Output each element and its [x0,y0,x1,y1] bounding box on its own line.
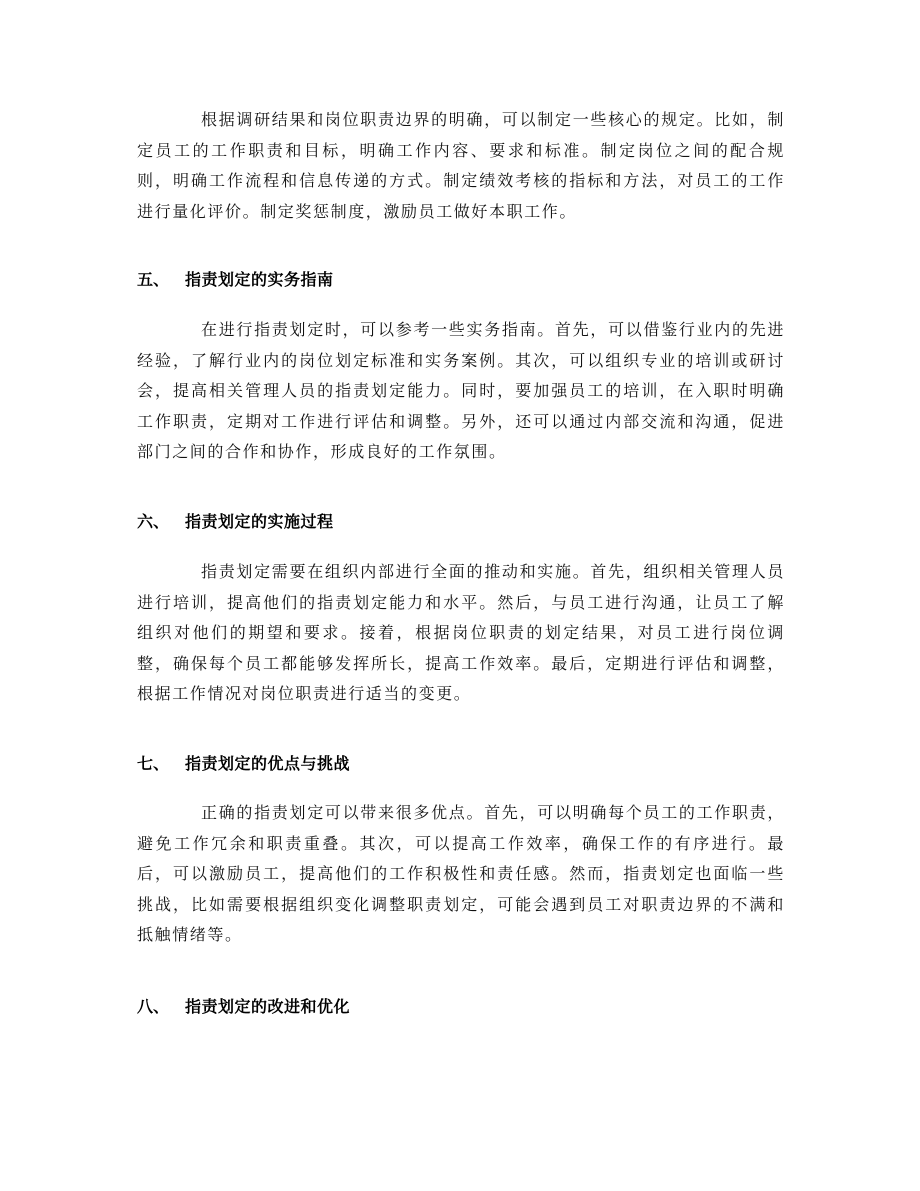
section-heading-8 [137,995,785,1019]
section-title: 指责划定的实施过程 [185,512,334,531]
paragraph-core-rules: 根据调研结果和岗位职责边界的明确，可以制定一些核心的规定。比如，制定员工的工作职责和目标，明确工作内容、要求和标准。制定岗位之间的配合规则，明确工作流程和信息传递的方式。制定绩效考核的指标和方法，对员工的工作进行量化评价。制定奖惩制度，激励员工做好本职工作。 [137,110,785,221]
section-number: 八、 [137,997,170,1016]
section-number: 七、 [137,754,170,773]
section-title: 指责划定的优点与挑战 [185,754,351,773]
section-heading-7 [137,752,785,776]
paragraph-pros-cons: 正确的指责划定可以带来很多优点。首先，可以明确每个员工的工作职责，避免工作冗余和职责重叠。其次，可以提高工作效率，确保工作的有序进行。最后，可以激励员工，提高他们的工作积极性和责任感。然而，指责划定也面临一些挑战，比如需要根据组织变化调整职责划定，可能会遇到员工对职责边界的不满和抵触情绪等。 [137,803,785,944]
section-heading-6 [137,510,785,534]
section-title: 指责划定的实务指南 [185,270,334,289]
paragraph-practice-guide: 在进行指责划定时，可以参考一些实务指南。首先，可以借鉴行业内的先进经验，了解行业内的岗位划定标准和实务案例。其次，可以组织专业的培训或研讨会，提高相关管理人员的指责划定能力。同时，要加强员工的培训，在入职时明确工作职责，定期对工作进行评估和调整。另外，还可以通过内部交流和沟通，促进部门之间的合作和协作，形成良好的工作氛围。 [137,320,785,461]
section-title: 指责划定的改进和优化 [185,997,351,1016]
section-number: 五、 [137,270,170,289]
section-heading-5 [137,268,785,292]
paragraph-implementation: 指责划定需要在组织内部进行全面的推动和实施。首先，组织相关管理人员进行培训，提高他们的指责划定能力和水平。然后，与员工进行沟通，让员工了解组织对他们的期望和要求。接着，根据岗位职责的划定结果，对员工进行岗位调整，确保每个员工都能够发挥所长，提高工作效率。最后，定期进行评估和调整，根据工作情况对岗位职责进行适当的变更。 [137,562,785,703]
section-number: 六、 [137,512,170,531]
